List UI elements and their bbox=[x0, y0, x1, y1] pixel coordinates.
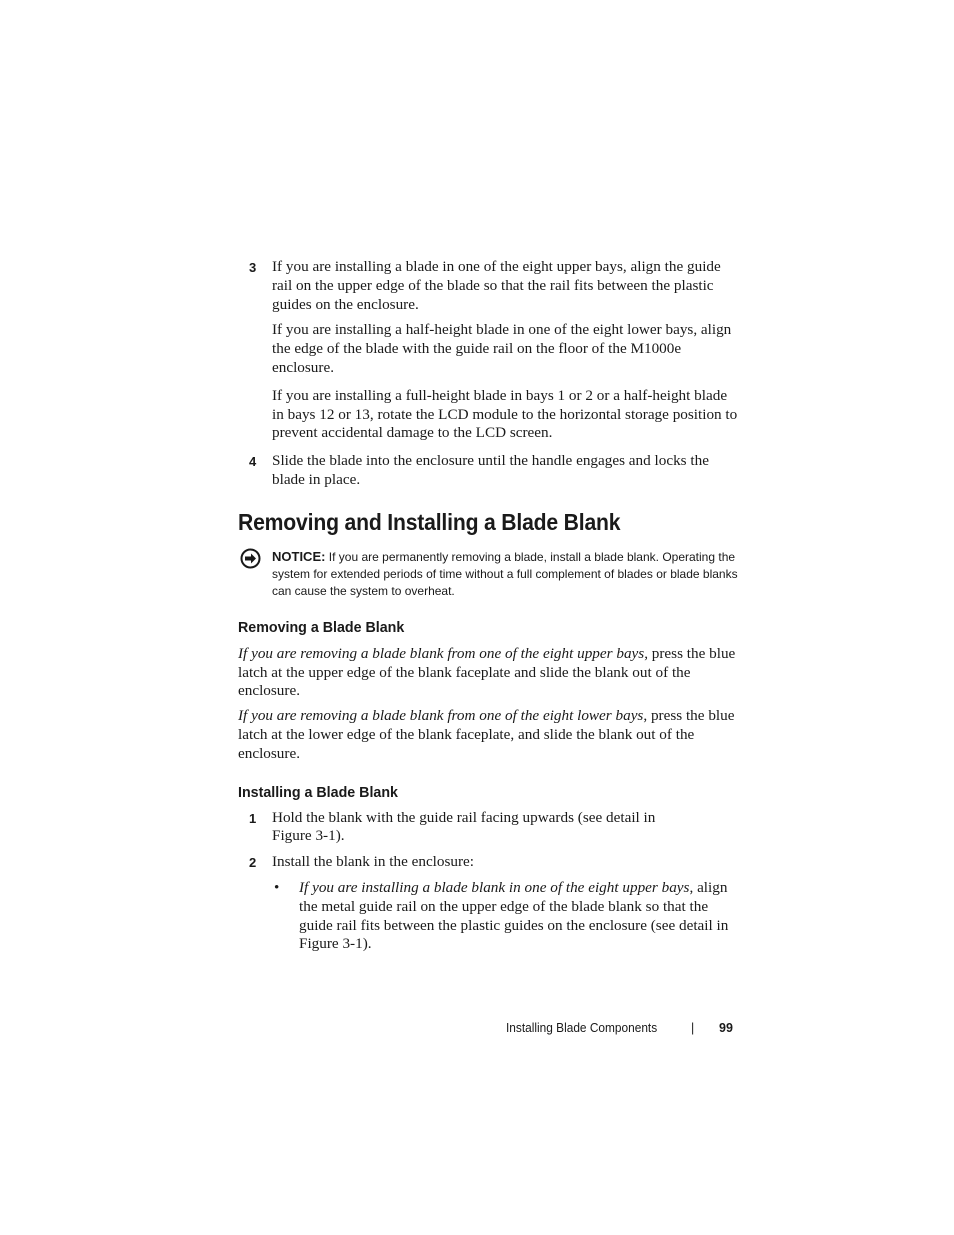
removing-paragraph-2-italic: If you are removing a blade blank from one of the eight lower bays bbox=[238, 707, 644, 725]
step-number: 4 bbox=[249, 454, 257, 470]
install-bullet-text bbox=[299, 879, 739, 954]
removing-paragraph-1-text: , press the blue latch at the upper edge of the blank faceplate and slide the blank out of the enclosure. bbox=[238, 644, 736, 700]
installing-heading: Installing a Blade Blank bbox=[238, 783, 398, 801]
step-number: 1 bbox=[249, 810, 257, 826]
notice-box bbox=[238, 548, 738, 600]
removing-paragraph-2 bbox=[238, 707, 736, 763]
step-number: 3 bbox=[249, 260, 257, 275]
step-3-paragraph-1: If you are installing a blade in one of the eight upper bays, align the guide rail on the upper edge of the blade so that the rail fits between the plastic guides on the enclosure. bbox=[272, 258, 721, 313]
notice-icon bbox=[240, 548, 261, 569]
step-4-paragraph: Slide the blade into the enclosure until the handle engages and locks the blade in place. bbox=[272, 452, 709, 488]
install-bullet bbox=[238, 879, 738, 954]
removing-heading: Removing a Blade Blank bbox=[238, 618, 405, 636]
removing-paragraph-2-text: , press the blue latch at the lower edge of the blank faceplate, and slide the blank out of the enclosure. bbox=[238, 707, 735, 762]
step-3-paragraph-3: If you are installing a full-height blade in bays 1 or 2 or a half-height blade in bays 12 or 13, rotate the LCD module to the horizontal storage position to prevent accidental damage to the LCD screen. bbox=[272, 386, 738, 442]
footer-chapter-title: Installing Blade Components bbox=[506, 1021, 658, 1035]
install-step-1 bbox=[238, 809, 738, 847]
bullet-symbol: • bbox=[274, 878, 280, 896]
footer-separator: | bbox=[691, 1021, 695, 1035]
install-step-2 bbox=[238, 853, 738, 872]
page-content bbox=[238, 258, 738, 954]
install-bullet-italic: If you are installing a blade blank in one of the eight upper bays bbox=[299, 878, 690, 896]
step-4 bbox=[238, 452, 738, 490]
step-3 bbox=[238, 258, 738, 443]
install-step-1-text: Hold the blank with the guide rail facing upwards (see detail in Figure 3-1). bbox=[272, 808, 656, 845]
install-step-2-text: Install the blank in the enclosure: bbox=[272, 853, 475, 871]
notice-label: NOTICE: bbox=[272, 548, 326, 564]
step-number: 2 bbox=[249, 855, 257, 871]
section-title: Removing and Installing a Blade Blank bbox=[238, 508, 621, 535]
removing-paragraph-1-italic: If you are removing a blade blank from one of the eight upper bays bbox=[238, 644, 645, 662]
removing-paragraph-1 bbox=[238, 645, 736, 701]
install-bullet-rest: , align the metal guide rail on the upper edge of the blade blank so that the guide rail fits between the plastic guides on the enclosure (see detail in Figure 3-1). bbox=[299, 878, 729, 953]
footer-page-number: 99 bbox=[719, 1021, 733, 1035]
notice-text: If you are permanently removing a blade, install a blade blank. Operating the system for extended periods of time without a full complement of blades or blade blanks can cause the system to overheat. bbox=[272, 549, 738, 598]
step-3-paragraph-2: If you are installing a half-height blade in one of the eight lower bays, align the edge of the blade with the guide rail on the floor of the M1000e enclosure. bbox=[272, 321, 732, 376]
